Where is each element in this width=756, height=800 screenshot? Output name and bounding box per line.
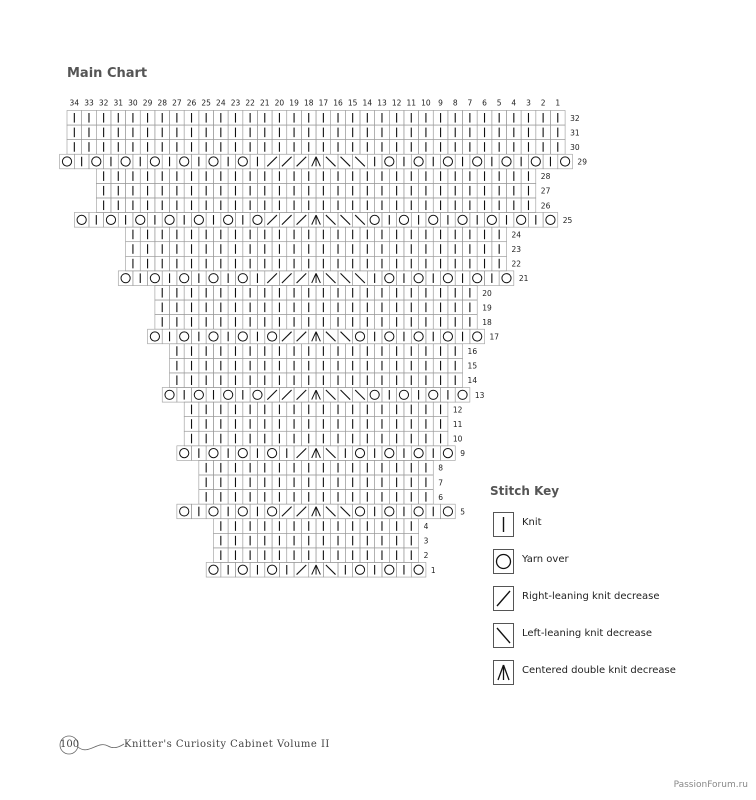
yarn-over-stitch <box>209 157 218 166</box>
left-decrease-stitch <box>341 332 351 342</box>
yarn-over-stitch <box>238 157 247 166</box>
left-decrease-stitch <box>326 507 336 517</box>
row-number: 27 <box>540 186 551 196</box>
yarn-over-stitch <box>414 449 423 458</box>
chart-cell <box>426 213 441 228</box>
row-number: 30 <box>570 142 580 152</box>
knit-icon <box>493 512 514 537</box>
yarn-over-stitch <box>443 157 452 166</box>
yarn-over-stitch <box>546 215 555 224</box>
right-decrease-stitch <box>282 507 292 517</box>
centered-decrease-stitch <box>316 332 320 342</box>
column-number: 13 <box>377 98 387 108</box>
column-number: 9 <box>438 98 443 108</box>
right-decrease-stitch <box>282 390 292 400</box>
yarn-over-stitch <box>253 390 262 399</box>
yarn-over-stitch <box>531 157 540 166</box>
yarn-over-stitch <box>414 507 423 516</box>
row-number: 4 <box>423 522 429 532</box>
chart-cell <box>441 271 456 286</box>
chart-cell <box>177 446 192 461</box>
yarn-over-stitch <box>399 390 408 399</box>
left-decrease-stitch <box>341 507 351 517</box>
key-label-left-leaning-decrease: Left-leaning knit decrease <box>522 628 652 639</box>
yarn-over-stitch <box>473 157 482 166</box>
column-number: 20 <box>274 98 285 108</box>
chart-cell <box>441 154 456 169</box>
chart-cell <box>192 213 207 228</box>
right-decrease-stitch <box>267 215 277 225</box>
row-number: 15 <box>467 361 478 371</box>
row-number: 16 <box>467 347 478 357</box>
key-item-left-leaning-decrease <box>490 623 730 660</box>
chart-cell <box>382 504 397 519</box>
chart-cell <box>470 154 485 169</box>
centered-decrease-stitch <box>312 507 316 517</box>
chart-cell <box>265 446 280 461</box>
column-number: 17 <box>318 98 329 108</box>
yarn-over-stitch <box>385 507 394 516</box>
left-decrease-stitch <box>355 215 365 225</box>
chart-cell <box>382 271 397 286</box>
row-number: 10 <box>452 434 463 444</box>
column-number: 29 <box>142 98 153 108</box>
column-number: 34 <box>69 98 80 108</box>
stitch-key <box>490 484 730 697</box>
chart-cell <box>235 446 250 461</box>
yarn-over-stitch <box>238 332 247 341</box>
yarn-over-stitch <box>517 215 526 224</box>
left-decrease-stitch <box>341 215 351 225</box>
yarn-over-stitch <box>268 332 277 341</box>
chart-cell <box>411 562 426 577</box>
column-number: 5 <box>496 98 502 108</box>
key-label-yarn-over: Yarn over <box>522 554 569 565</box>
yarn-over-stitch <box>385 565 394 574</box>
chart-cell <box>382 562 397 577</box>
yarn-over-stitch <box>385 157 394 166</box>
key-item-knit <box>490 512 730 549</box>
chart-cell <box>192 388 207 403</box>
yarn-over-stitch <box>77 215 86 224</box>
yarn-over-stitch <box>194 215 203 224</box>
chart-cell <box>74 213 89 228</box>
chart-cell <box>118 154 133 169</box>
chart-cell <box>382 329 397 344</box>
yarn-over-stitch <box>355 507 364 516</box>
yarn-over-stitch <box>238 449 247 458</box>
yarn-over-stitch <box>238 565 247 574</box>
chart-cell <box>206 504 221 519</box>
row-number: 23 <box>511 245 522 255</box>
yarn-over-stitch <box>268 449 277 458</box>
column-number: 31 <box>113 98 124 108</box>
right-decrease-stitch <box>282 215 292 225</box>
row-number: 12 <box>452 405 463 415</box>
yarn-over-stitch <box>502 274 511 283</box>
column-number: 2 <box>540 98 546 108</box>
chart-cell <box>470 271 485 286</box>
right-decrease-stitch <box>282 332 292 342</box>
centered-double-decrease-icon <box>493 660 514 685</box>
yarn-over-stitch <box>180 507 189 516</box>
chart-cell <box>441 329 456 344</box>
key-label-knit: Knit <box>522 517 542 528</box>
left-decrease-stitch <box>341 157 351 167</box>
yarn-over-stitch <box>458 390 467 399</box>
centered-decrease-stitch <box>312 448 316 458</box>
row-number: 5 <box>460 507 466 517</box>
column-number: 24 <box>216 98 226 108</box>
chart-cell <box>397 213 412 228</box>
left-decrease-stitch <box>326 565 336 575</box>
chart-cell <box>528 154 543 169</box>
chart-cell <box>411 446 426 461</box>
column-number: 6 <box>482 98 487 108</box>
chart-cell <box>397 388 412 403</box>
chart-cell <box>353 446 368 461</box>
chart-cell <box>382 446 397 461</box>
yarn-over-stitch <box>414 565 423 574</box>
yarn-over-stitch <box>209 274 218 283</box>
column-number: 25 <box>201 98 211 108</box>
yarn-over-stitch <box>121 157 130 166</box>
chart-cell <box>426 388 441 403</box>
row-number: 21 <box>518 274 529 284</box>
column-number: 15 <box>347 98 358 108</box>
right-decrease-stitch <box>267 157 277 167</box>
watermark: PassionForum.ru <box>673 780 748 790</box>
chart-cell <box>514 213 529 228</box>
chart-cell <box>60 154 75 169</box>
yarn-over-stitch <box>443 507 452 516</box>
yarn-over-stitch <box>106 215 115 224</box>
row-number: 20 <box>482 288 492 298</box>
yarn-over-stitch <box>209 565 218 574</box>
yarn-over-stitch <box>253 215 262 224</box>
right-decrease-stitch <box>297 215 307 225</box>
chart-cell <box>441 504 456 519</box>
chart-cell <box>499 154 514 169</box>
yarn-over-stitch <box>238 274 247 283</box>
yarn-over-stitch <box>502 157 511 166</box>
left-decrease-stitch <box>326 215 336 225</box>
yarn-over-stitch <box>194 390 203 399</box>
yarn-over-stitch <box>443 449 452 458</box>
chart-cell <box>177 154 192 169</box>
centered-decrease-stitch <box>316 565 320 575</box>
row-number: 22 <box>511 259 522 269</box>
chart-cell <box>499 271 514 286</box>
row-number: 6 <box>438 492 444 502</box>
column-number: 12 <box>391 98 402 108</box>
chart-cell <box>250 213 265 228</box>
centered-decrease-stitch <box>316 448 320 458</box>
centered-decrease-stitch <box>312 215 316 225</box>
left-decrease-stitch <box>326 390 336 400</box>
left-decrease-stitch <box>341 390 351 400</box>
running-title: Knitter's Curiosity Cabinet Volume II <box>124 739 330 750</box>
chart-cell <box>162 213 177 228</box>
column-number: 7 <box>467 98 473 108</box>
yarn-over-stitch <box>473 332 482 341</box>
left-leaning-decrease-icon <box>493 623 514 648</box>
chart-cell <box>470 329 485 344</box>
chart-cell <box>235 329 250 344</box>
row-number: 26 <box>540 201 551 211</box>
column-number: 16 <box>333 98 343 108</box>
chart-cell <box>235 504 250 519</box>
yarn-over-stitch <box>62 157 71 166</box>
chart-cell <box>118 271 133 286</box>
yarn-over-stitch <box>370 215 379 224</box>
chart-cell <box>133 213 148 228</box>
chart-cell <box>104 213 119 228</box>
yarn-over-stitch <box>414 274 423 283</box>
column-number: 4 <box>511 98 517 108</box>
chart-cell <box>162 388 177 403</box>
chart-cell <box>148 329 163 344</box>
column-number: 22 <box>245 98 255 108</box>
centered-decrease-stitch <box>316 273 320 283</box>
yarn-over-stitch <box>180 157 189 166</box>
column-number: 26 <box>186 98 197 108</box>
yarn-over-stitch <box>180 449 189 458</box>
chart-cell <box>265 329 280 344</box>
yarn-over-stitch <box>209 449 218 458</box>
row-number: 31 <box>570 128 580 138</box>
stitch-key-title: Stitch Key <box>490 484 560 498</box>
key-item-right-leaning-decrease <box>490 586 730 623</box>
chart-cell <box>411 154 426 169</box>
row-number: 17 <box>489 332 500 342</box>
centered-decrease-stitch <box>316 157 320 167</box>
yarn-over-stitch <box>399 215 408 224</box>
right-decrease-stitch <box>297 507 307 517</box>
chart-cell <box>235 562 250 577</box>
row-number: 29 <box>577 157 587 167</box>
chart-cell <box>485 213 500 228</box>
yarn-over-stitch <box>224 390 233 399</box>
row-number: 14 <box>467 376 478 386</box>
column-number: 32 <box>98 98 109 108</box>
yarn-over-stitch <box>136 215 145 224</box>
row-number: 32 <box>570 113 580 123</box>
key-label-right-leaning-decrease: Right-leaning knit decrease <box>522 591 660 602</box>
column-number: 8 <box>452 98 458 108</box>
yarn-over-stitch <box>385 449 394 458</box>
row-number: 9 <box>460 449 466 459</box>
chart-cell <box>206 329 221 344</box>
row-number: 2 <box>423 551 429 561</box>
key-item-centered-double-decrease <box>490 660 730 697</box>
key-item-yarn-over <box>490 549 730 586</box>
chart-cell <box>206 446 221 461</box>
column-number: 23 <box>230 98 241 108</box>
yarn-over-stitch <box>429 215 438 224</box>
column-number: 10 <box>421 98 431 108</box>
yarn-over-stitch <box>385 332 394 341</box>
yarn-over-stitch <box>458 215 467 224</box>
chart-cell <box>235 154 250 169</box>
yarn-over-stitch <box>561 157 570 166</box>
yarn-over-stitch <box>370 390 379 399</box>
yarn-over-stitch <box>150 157 159 166</box>
yarn-over-stitch <box>355 449 364 458</box>
chart-cell <box>353 504 368 519</box>
right-decrease-stitch <box>297 390 307 400</box>
column-number: 14 <box>362 98 373 108</box>
yarn-over-stitch <box>238 507 247 516</box>
yarn-over-stitch <box>443 332 452 341</box>
right-leaning-decrease-icon <box>493 586 514 611</box>
yarn-over-stitch <box>385 274 394 283</box>
row-number: 3 <box>423 536 429 546</box>
chart-cell <box>353 329 368 344</box>
yarn-over-stitch <box>121 274 130 283</box>
centered-decrease-stitch <box>316 507 320 517</box>
right-decrease-stitch <box>297 448 307 458</box>
page-number: 100 <box>60 739 80 750</box>
chart-cell <box>455 213 470 228</box>
left-decrease-stitch <box>326 157 336 167</box>
centered-decrease-stitch <box>312 390 316 400</box>
chart-cell <box>177 329 192 344</box>
chart-cell <box>382 154 397 169</box>
column-number: 21 <box>260 98 270 108</box>
column-number: 19 <box>289 98 299 108</box>
chart-cell <box>367 388 382 403</box>
yarn-over-stitch <box>268 507 277 516</box>
left-decrease-stitch <box>326 448 336 458</box>
yarn-over-stitch <box>92 157 101 166</box>
right-decrease-stitch <box>297 157 307 167</box>
chart-cell <box>235 271 250 286</box>
row-number: 7 <box>438 478 444 488</box>
chart-cell <box>558 154 573 169</box>
chart-cell <box>206 562 221 577</box>
centered-decrease-stitch <box>316 390 320 400</box>
column-number: 33 <box>84 98 94 108</box>
left-decrease-stitch <box>341 273 351 283</box>
row-number: 19 <box>482 303 492 313</box>
yarn-over-stitch <box>180 332 189 341</box>
row-number: 13 <box>474 390 485 400</box>
column-number: 27 <box>172 98 182 108</box>
yarn-over-icon <box>493 549 514 574</box>
chart-cell <box>411 329 426 344</box>
right-decrease-stitch <box>282 157 292 167</box>
chart-cell <box>148 271 163 286</box>
yarn-over-stitch <box>180 274 189 283</box>
yarn-over-stitch <box>473 274 482 283</box>
yarn-over-stitch <box>224 215 233 224</box>
yarn-over-stitch <box>209 507 218 516</box>
chart-cell <box>89 154 104 169</box>
column-number: 11 <box>406 98 417 108</box>
chart-cell <box>250 388 265 403</box>
chart-cell <box>353 562 368 577</box>
yarn-over-stitch <box>414 332 423 341</box>
row-number: 18 <box>482 317 492 327</box>
column-number: 18 <box>303 98 314 108</box>
left-decrease-stitch <box>355 157 365 167</box>
chart-cell <box>455 388 470 403</box>
column-number: 1 <box>555 98 561 108</box>
chart-cell <box>221 213 236 228</box>
yarn-over-stitch <box>165 215 174 224</box>
centered-decrease-stitch <box>312 565 316 575</box>
chart-cell <box>206 271 221 286</box>
chart-cell <box>148 154 163 169</box>
yarn-over-stitch <box>429 390 438 399</box>
centered-decrease-stitch <box>312 273 316 283</box>
column-number: 3 <box>526 98 531 108</box>
chart-cell <box>411 271 426 286</box>
chart-cell <box>411 504 426 519</box>
chart-cell <box>441 446 456 461</box>
chart-title: Main Chart <box>67 66 148 81</box>
chart-cell <box>265 562 280 577</box>
yarn-over-stitch <box>150 332 159 341</box>
row-number: 25 <box>562 215 573 225</box>
centered-decrease-stitch <box>316 215 320 225</box>
row-number: 28 <box>540 172 551 182</box>
yarn-over-stitch <box>150 274 159 283</box>
row-number: 8 <box>438 463 444 473</box>
chart-cell <box>177 504 192 519</box>
row-number: 24 <box>511 230 522 240</box>
left-decrease-stitch <box>326 332 336 342</box>
left-decrease-stitch <box>355 390 365 400</box>
yarn-over-stitch <box>443 274 452 283</box>
chart-cell <box>367 213 382 228</box>
left-decrease-stitch <box>355 273 365 283</box>
centered-decrease-stitch <box>312 157 316 167</box>
yarn-over-stitch <box>414 157 423 166</box>
row-number: 1 <box>430 565 436 575</box>
yarn-over-stitch <box>209 332 218 341</box>
yarn-over-stitch <box>355 332 364 341</box>
column-number: 30 <box>128 98 138 108</box>
row-number: 11 <box>452 419 463 429</box>
chart-cell <box>206 154 221 169</box>
right-decrease-stitch <box>267 273 277 283</box>
right-decrease-stitch <box>282 273 292 283</box>
left-decrease-stitch <box>326 273 336 283</box>
right-decrease-stitch <box>267 390 277 400</box>
chart-cell <box>177 271 192 286</box>
yarn-over-stitch <box>487 215 496 224</box>
centered-decrease-stitch <box>312 332 316 342</box>
chart-cell <box>221 388 236 403</box>
right-decrease-stitch <box>297 273 307 283</box>
right-decrease-stitch <box>297 565 307 575</box>
yarn-over-stitch <box>355 565 364 574</box>
yarn-over-stitch <box>268 565 277 574</box>
yarn-over-stitch <box>165 390 174 399</box>
column-number: 28 <box>157 98 167 108</box>
chart-cell <box>543 213 558 228</box>
right-decrease-stitch <box>297 332 307 342</box>
key-label-centered-double-decrease: Centered double knit decrease <box>522 665 676 676</box>
chart-cell <box>265 504 280 519</box>
